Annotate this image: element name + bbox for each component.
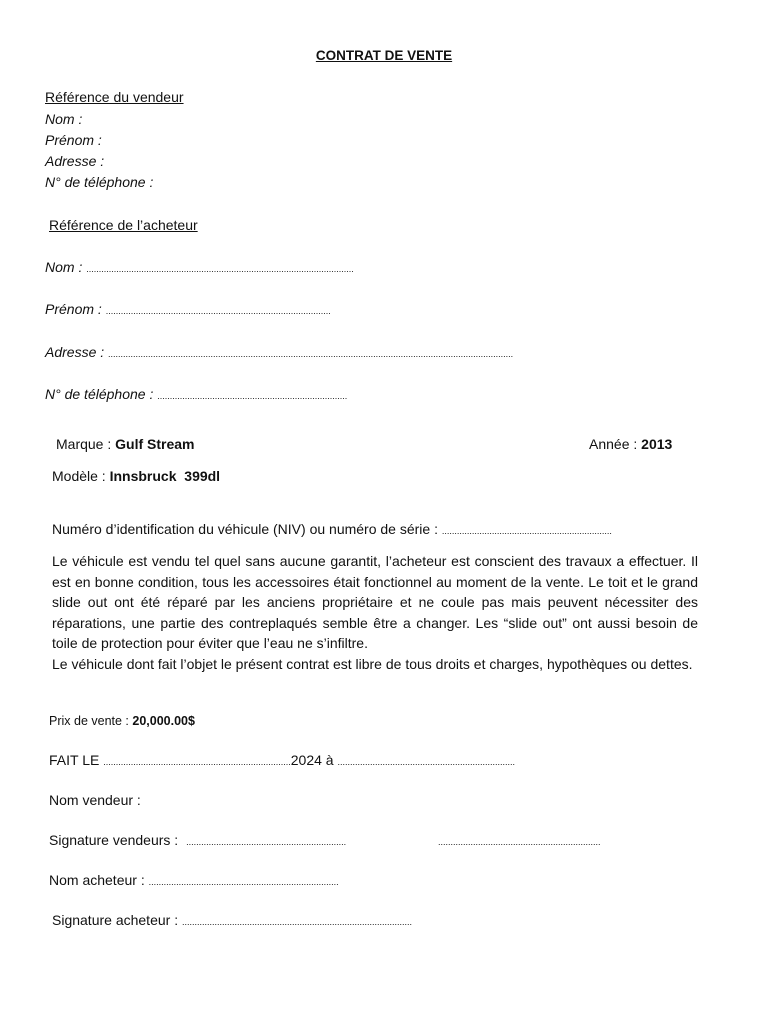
page-title: CONTRAT DE VENTE (315, 48, 453, 63)
vehicle-modele (52, 468, 220, 485)
buyer-adresse-label: Adresse : (45, 344, 105, 360)
fait-le-dots-date: ........................................................................... (103, 757, 291, 767)
modele-value: Innsbruck 399dl (109, 468, 221, 484)
signature-vendeurs-line (49, 832, 346, 851)
buyer-prenom-dots: .......................................................................................... (105, 306, 331, 316)
signature-vendeur-2-dots: ................................................................. (438, 837, 601, 847)
signature-acheteur-line (52, 912, 412, 931)
modele-label: Modèle : (52, 468, 110, 484)
signature-acheteur-dots: ............................................................................................ (181, 917, 413, 927)
seller-nom-label: Nom : (45, 111, 83, 127)
marque-value: Gulf Stream (115, 436, 195, 452)
signature-vendeur-1-dots: ................................................................ (186, 837, 347, 847)
seller-adresse-label: Adresse : (45, 153, 105, 169)
annee-value: 2013 (641, 436, 673, 452)
buyer-nom-line (45, 259, 354, 278)
buyer-telephone-label: N° de téléphone : (45, 386, 154, 402)
nom-acheteur-dots: ............................................................................ (148, 877, 339, 887)
nom-acheteur-label: Nom acheteur : (49, 872, 149, 888)
niv-dots: .................................................................... (441, 526, 612, 536)
signature-vendeur-2-line (438, 832, 601, 851)
description-paragraph-2: Le véhicule dont fait l’objet le présent contrat est libre de tous droits et charges, hypothèques ou dettes. (52, 655, 693, 672)
buyer-heading: Référence de l’acheteur (49, 217, 198, 233)
description-paragraph-1: Le véhicule est vendu tel quel sans aucune garantit, l’acheteur est conscient des travaux a effectuer. Il est en bonne condition, tous les accessoires était fonctionnel au moment de la vente. Le toit et le grand slide out ont été réparé par les anciens propriétaire et ne coule pas mais peuvent nécessiter des réparations, une partie des contreplaqués semble être a changer. Les “slide out” ont aussi besoin de toile de protection pour éviter que l’eau ne s’infiltre. (52, 553, 698, 651)
signature-vendeurs-label: Signature vendeurs : (49, 832, 183, 848)
marque-label: Marque : (56, 436, 116, 452)
vehicle-annee (589, 436, 672, 453)
seller-prenom-label: Prénom : (45, 132, 102, 148)
fait-le-dots-place: ....................................................................... (337, 757, 516, 767)
buyer-prenom-label: Prénom : (45, 301, 102, 317)
vehicle-description (52, 551, 698, 674)
buyer-prenom-line (45, 301, 331, 320)
niv-label: Numéro d’identification du véhicule (NIV) ou numéro de série : (52, 521, 442, 537)
vehicle-marque (56, 436, 195, 453)
buyer-nom-dots: ........................................................................................................... (86, 264, 354, 274)
nom-vendeur-label: Nom vendeur : (49, 792, 141, 808)
fait-le-year: 2024 à (290, 752, 338, 768)
signature-acheteur-label: Signature acheteur : (52, 912, 182, 928)
buyer-adresse-dots: .................................................................................................................................................................. (108, 349, 514, 359)
fait-le-label: FAIT LE (49, 752, 104, 768)
buyer-telephone-line (45, 386, 347, 405)
price-label: Prix de vente : (49, 714, 133, 728)
nom-acheteur-line (49, 872, 339, 891)
buyer-adresse-line (45, 344, 513, 363)
annee-label: Année : (589, 436, 642, 452)
vehicle-niv-line (52, 521, 612, 540)
price-value: 20,000.00$ (132, 714, 195, 728)
buyer-nom-label: Nom : (45, 259, 83, 275)
buyer-telephone-dots: ............................................................................ (157, 391, 348, 401)
price-line (49, 712, 195, 730)
seller-telephone-label: N° de téléphone : (45, 174, 154, 190)
fait-le-line (49, 752, 515, 771)
seller-heading: Référence du vendeur (45, 89, 184, 105)
